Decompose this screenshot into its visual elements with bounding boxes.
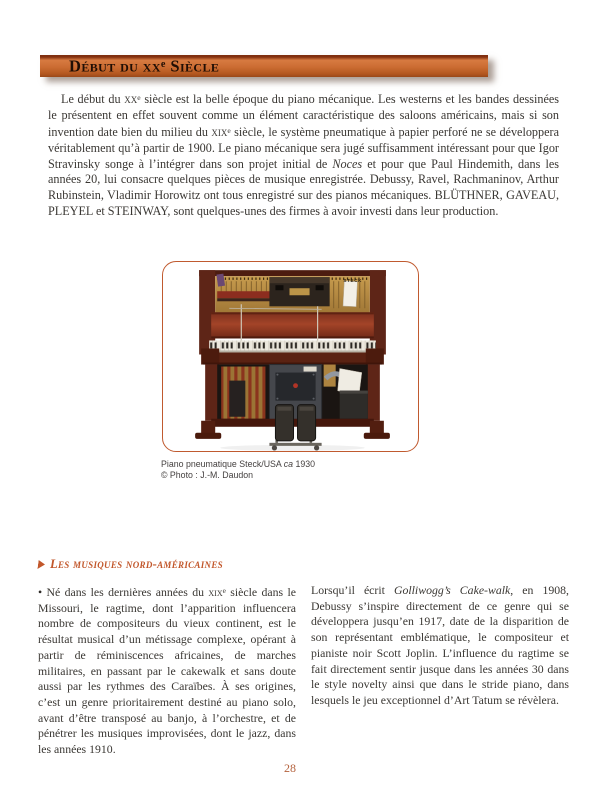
piano-brand-label: STECK (343, 277, 363, 283)
intro-text-1: Le début du (61, 92, 125, 107)
caption-text-b: 1930 (293, 459, 316, 469)
intro-text-2: siècle est la belle époque du piano mécanique. Les westerns et les bandes dessinées le présentent en effet souvent comme un élément caractéristique des saloons américains, mais si son invention date bien du milieu du (48, 92, 560, 140)
left-col-text-2: siècle dans le Missouri, le ragtime, dont l’apparition influencera nombre de compositeurs du vieux continent, est le résultat musical d’un métissage complexe, opérant à partir de réminiscences africaines, de marches militaires, en passant par le cakewalk et sans doute aussi par les rythmes des Caraïbes. À ses origines, c’est un genre prioritairement destiné au piano solo, avant d’être transposé au banjo, à l’orchestre, et de pénétrer les musiques improvisées, dont le jazz, dans les années 1910. (38, 585, 296, 757)
chapter-title-superscript: e (160, 59, 166, 71)
right-column (311, 583, 569, 758)
piano-keyboard (209, 340, 376, 352)
section-heading (38, 557, 223, 572)
upright-player-piano-photo (163, 262, 418, 451)
intro-text-3: siècle, le système pneumatique à papier perforé ne se développera véritablement qu’à partir de 1900. Le piano mécanique sera jugé suffisamment intéressant pour que Igor Stravinsky songe à l’intégrer dans son projet initial de (48, 125, 559, 171)
spool-box (269, 277, 329, 306)
figure-caption (161, 459, 421, 481)
chapter-title (40, 55, 219, 76)
chapter-title-post: Siècle (165, 56, 220, 76)
caption-text-a: Piano pneumatique Steck/USA (161, 459, 284, 469)
paper-card (343, 281, 357, 307)
section-title: Les musiques nord-américaines (50, 557, 223, 571)
intro-paragraph (48, 90, 559, 219)
piano-body (195, 270, 390, 451)
intro-work-title: Noces (332, 156, 363, 171)
chapter-header-bar (40, 55, 488, 77)
left-col-text-1: Né dans les dernières années du (42, 585, 209, 600)
two-column-body (38, 583, 569, 758)
intro-century-sup-2: e (227, 126, 231, 136)
right-col-text-2: , en 1908, Debussy s’inspire directement de ce genre qui se développera jusqu’en 1917, date de la disparition de son représentant emblématique, le compositeur et pianiste noir Scott Joplin. L’influence du ragtime se fait directement sentir jusque dans les années 30 dans le style novelty ainsi que dans le stride piano, dans lesquels le jeu exceptionnel d’Art Tatum se révèlera. (311, 583, 569, 707)
page-number: 28 (284, 761, 296, 775)
list-bullet: • (38, 585, 43, 600)
caption-circa: ca (283, 459, 294, 469)
chapter-title-pre: Début du xx (69, 56, 161, 76)
figure-caption-line1 (161, 459, 421, 470)
right-triangle-bullet-icon (37, 560, 45, 569)
left-col-century-smallcaps: xix (208, 585, 223, 600)
figure-caption-credit: © Photo : J.-M. Daudon (161, 469, 254, 480)
right-col-text-1: Lorsqu’il écrit (311, 583, 394, 597)
left-column (38, 583, 296, 758)
left-col-century-sup: e (222, 586, 226, 595)
intro-text-4: et pour que Paul Hindemith, dans les années 20, lui consacre quelques pièces de musique enregistrée. Debussy, Ravel, Rachmaninov, Arthur Rubinstein, Vladimir Horowitz ont tous enregistré sur des pianos mécaniques. BLÜTHNER, GAVEAU, PLEYEL et STEINWAY, sont quelques-unes des firmes à avoir investi dans leur production. (48, 156, 559, 218)
piano-figure-frame (162, 261, 419, 452)
intro-century-smallcaps-1: xx (124, 92, 138, 107)
right-col-work-title: Golliwogg’s Cake-walk (393, 583, 511, 597)
intro-century-smallcaps-2: xix (211, 125, 228, 140)
intro-century-sup-1: e (137, 93, 141, 102)
